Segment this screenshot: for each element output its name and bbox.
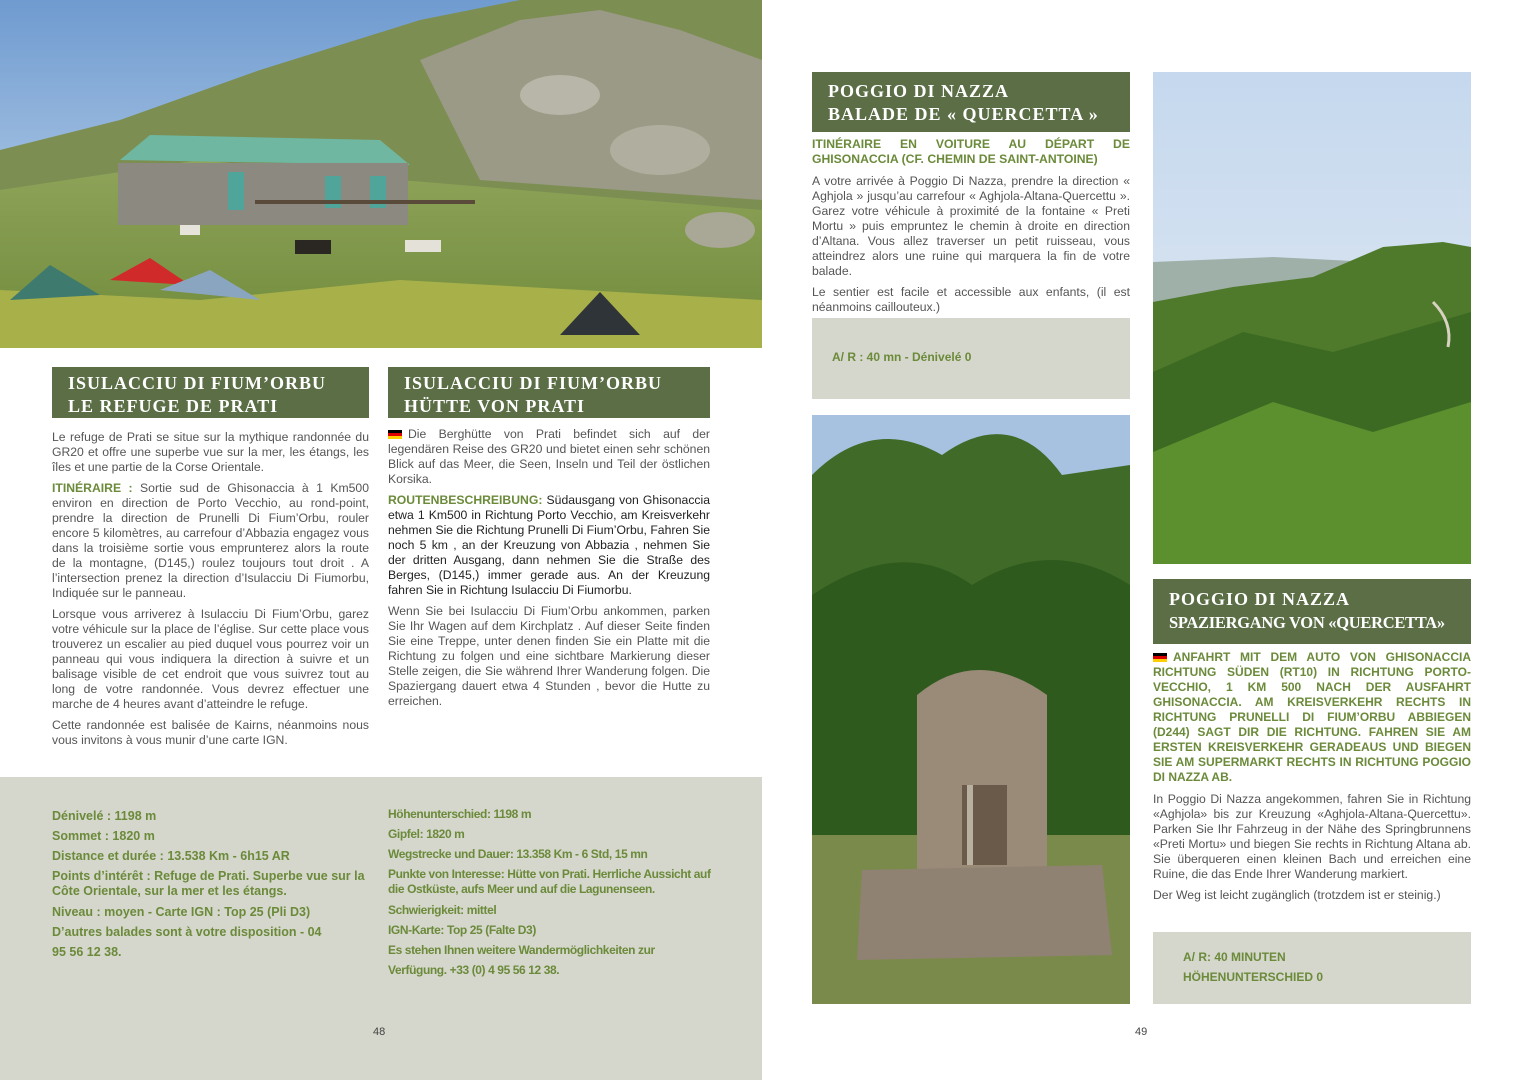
forest-valley-photo	[1153, 72, 1471, 564]
fr-right-column	[812, 137, 1130, 321]
fr-itinerary-heading: ITINÉRAIRE EN VOITURE AU DÉPART DE GHISONACCIA (CF. CHEMIN DE SAINT-ANTOINE)	[812, 137, 1130, 166]
de-intro-text: Die Berghütte von Prati befindet sich auf der legendären Reise des GR20 und bietet einen sehr schönen Blick auf das Meer, die Seen, Inseln und Teil der östlichen Korsika.	[388, 427, 710, 486]
info-de-line: Schwierigkeit: mittel	[388, 903, 497, 917]
de-info-line: A/ R: 40 MINUTEN	[1183, 950, 1286, 964]
german-flag-icon	[1153, 653, 1167, 662]
page-number-right: 49	[1135, 1026, 1148, 1038]
title-line-1: POGGIO DI NAZZA	[828, 81, 1010, 101]
fr-right-p2: Le sentier est facile et accessible aux enfants, (il est néanmoins caillouteux.)	[812, 285, 1130, 314]
info-fr-line: D’autres balades sont à votre disposition - 04 95 56 12 38.	[52, 925, 322, 959]
de-info-line: HÖHENUNTERSCHIED 0	[1183, 970, 1324, 984]
title-line-2: BALADE DE « QUERCETTA »	[828, 104, 1099, 124]
title-de-quercetta	[1153, 579, 1471, 644]
fr-text-column	[52, 430, 369, 754]
title-line-2: SPAZIERGANG VON «QUERCETTA»	[1169, 613, 1445, 632]
de-text-column	[388, 427, 710, 715]
de-itinerary-heading-text: ANFAHRT MIT DEM AUTO VON GHISONACCIA RICHTUNG SÜDEN (RT10) IN RICHTUNG PORTO-VECCHIO, 1 KM 500 NACH DER AUSFAHRT GHISONACCIA. AM KREISVERKEHR RECHTS IN RICHTUNG PRUNELLI DI FIUM’ORBU ABBIEGEN (D244) SAGT DIR DIE RICHTUNG. FAHREN SIE AM ERSTEN KREISVERKEHR GERADEAUS UND BIEGEN SIE AM SUPERMARKT RECHTS IN RICHTUNG POGGIO DI NAZZA AB.	[1153, 650, 1471, 784]
info-fr-line: Dénivelé : 1198 m	[52, 809, 157, 823]
de-right-column	[1153, 650, 1471, 909]
title-line-2: LE REFUGE DE PRATI	[68, 396, 279, 416]
info-fr-line: Niveau : moyen - Carte IGN : Top 25 (Pli D3)	[52, 905, 311, 919]
info-de-line: IGN-Karte: Top 25 (Falte D3)	[388, 923, 536, 937]
itinerary-label: ROUTENBESCHREIBUNG:	[388, 493, 543, 507]
fr-paragraph-3: Lorsque vous arriverez à Isulacciu Di Fium’Orbu, garez votre véhicule sur la place de l’église. Sur cette place vous trouverez un escalier au pied duquel vous pourrez voir un panneau qui vous indiquera la direction à suivre et un balisage visible de cet endroit que vous suivrez tout au long de votre randonnée. Vous devrez effectuer une marche de 4 heures avant d’atteindre le refuge.	[52, 607, 369, 711]
fr-info-text: A/ R : 40 mn - Dénivelé 0	[832, 350, 972, 364]
de-itinerary	[388, 493, 710, 598]
title-line-1: POGGIO DI NAZZA	[1169, 589, 1351, 609]
info-fr-line: Points d’intérêt : Refuge de Prati. Superbe vue sur la Côte Orientale, sur la mer et les étangs.	[52, 869, 365, 898]
de-intro	[388, 427, 710, 487]
info-fr-line: Sommet : 1820 m	[52, 829, 155, 843]
title-line-1: ISULACCIU DI FIUM’ORBU	[68, 373, 327, 393]
title-de-refuge	[388, 367, 710, 418]
stone-fountain-photo	[812, 415, 1130, 1004]
de-right-p1: In Poggio Di Nazza angekommen, fahren Sie in Richtung «Aghjola» bis zur Kreuzung «Aghjola-Altana-Quercettu». Parken Sie Ihr Fahrzeug in der Nähe des Springbrunnens «Preti Mortu» und biegen Sie rechts in Richtung Altana ab. Sie überqueren einen kleinen Bach und erreichen eine Ruine, die das Ende Ihrer Wanderung markiert.	[1153, 792, 1471, 881]
page-number-left: 48	[373, 1026, 386, 1038]
info-de-line: Punkte von Interesse: Hütte von Prati. Herrliche Aussicht auf die Ostküste, aufs Meer und auf die Lagunenseen.	[388, 867, 711, 896]
itinerary-label: ITINÉRAIRE :	[52, 481, 133, 495]
info-fr-line: Distance et durée : 13.538 Km - 6h15 AR	[52, 849, 290, 863]
fr-info-box	[812, 318, 1130, 399]
itinerary-text: Südausgang von Ghisonaccia etwa 1 Km500 in Richtung Porto Vecchio, am Kreisverkehr nehmen Sie die Richtung Prunelli Di Fium’Orbu, Fahren Sie noch 5 km , an der Kreuzung von Abbazia , nehmen Sie der dritten Ausgang, dann nehmen Sie die Straße des Berges, (D145,) immer gerade aus. An der Kreuzung fahren Sie in Richtung Isulacciu Di Fiumorbu.	[388, 493, 711, 597]
fr-paragraph-4: Cette randonnée est balisée de Kairns, néanmoins nous vous invitons à vous munir d’une carte IGN.	[52, 718, 369, 747]
title-fr-refuge	[52, 367, 369, 418]
title-fr-quercetta	[812, 72, 1130, 132]
german-flag-icon	[388, 430, 402, 439]
fr-itinerary	[52, 481, 369, 601]
de-itinerary-heading	[1153, 650, 1471, 785]
info-de-line: Gipfel: 1820 m	[388, 827, 465, 841]
info-fr-list	[52, 806, 370, 962]
title-line-1: ISULACCIU DI FIUM’ORBU	[404, 373, 663, 393]
fr-intro: Le refuge de Prati se situe sur la mythique randonnée du GR20 et offre une superbe vue sur la mer, les étangs, les îles et une partie de la Corse Orientale.	[52, 430, 369, 474]
fr-right-p1: A votre arrivée à Poggio Di Nazza, prendre la direction « Aghjola » jusqu’au carrefour « Aghjola-Altana-Quercettu ». Garez votre véhicule à proximité de la fontaine « Preti Mortu » puis empruntez le chemin à droite en direction d’Altana. Vous allez traverser un petit ruisseau, vous atteindrez alors une ruine qui marquera la fin de votre balade.	[812, 174, 1130, 278]
title-line-2: HÜTTE VON PRATI	[404, 396, 585, 416]
de-info-box	[1153, 932, 1471, 1004]
info-de-line: Höhenunterschied: 1198 m	[388, 807, 532, 821]
refuge-photo	[0, 0, 762, 348]
itinerary-text: Sortie sud de Ghisonaccia à 1 Km500 environ en direction de Porto Vecchio, au rond-point, prendre la direction de Prunelli Di Fium’Orbu, rouler encore 5 kilomètres, au carrefour d’Abbazia engagez vous dans la troisième sortie vous emprunterez alors la route de la montagne, (D145,) roulez toujours tout droit . A l’intersection prenez la direction d’Isulacciu Di Fiumorbu, Indiquée sur le panneau.	[52, 481, 369, 600]
info-de-line: Wegstrecke und Dauer: 13.358 Km - 6 Std, 15 mn	[388, 847, 648, 861]
info-de-line: Es stehen Ihnen weitere Wandermöglichkeiten zur Verfügung. +33 (0) 4 95 56 12 38.	[388, 943, 655, 977]
de-right-p2: Der Weg ist leicht zugänglich (trotzdem ist er steinig.)	[1153, 888, 1441, 902]
de-paragraph-3: Wenn Sie bei Isulacciu Di Fium’Orbu ankommen, parken Sie Ihr Wagen auf dem Kirchplatz . Auf dieser Seite finden Sie eine Treppe, unter denen finden Sie ein Platte mit die Richtung zu folgen und eine sichtbare Markierung dieser Stelle zeigen, die Sie während Ihrer Wanderung folgen. Die Spaziergang dauert etwa 4 Stunden , bevor die Hutte zu erreichen.	[388, 604, 710, 708]
info-de-list	[388, 804, 713, 980]
